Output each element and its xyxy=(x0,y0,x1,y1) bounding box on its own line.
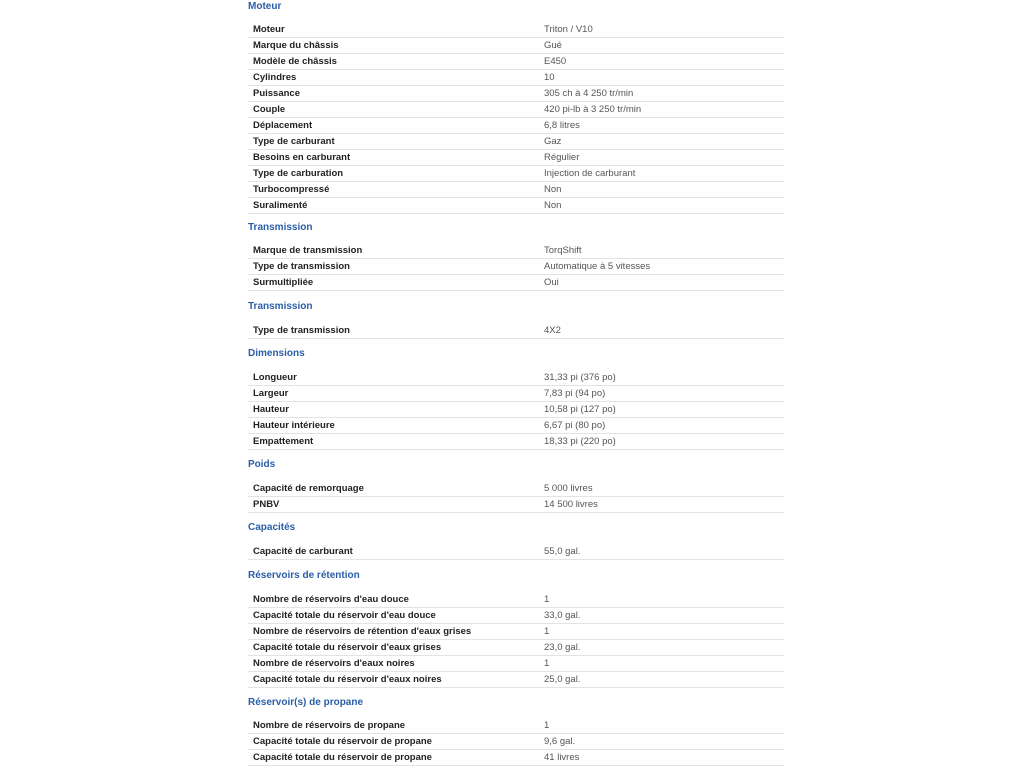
spec-value: 6,67 pi (80 po) xyxy=(544,418,784,434)
spec-label: Déplacement xyxy=(248,118,544,134)
spec-value: 7,83 pi (94 po) xyxy=(544,386,784,402)
spec-table-transmission xyxy=(248,323,784,339)
spec-value: 305 ch à 4 250 tr/min xyxy=(544,86,784,102)
spec-label: Surmultipliée xyxy=(248,275,544,291)
spec-value: 5 000 livres xyxy=(544,481,784,497)
section-title-capacites: Capacités xyxy=(248,522,296,533)
spec-label: Type de carburation xyxy=(248,166,544,182)
spec-value: 420 pi-lb à 3 250 tr/min xyxy=(544,102,784,118)
spec-value: 33,0 gal. xyxy=(544,608,784,624)
spec-label: Nombre de réservoirs d'eaux noires xyxy=(248,656,544,672)
spec-row xyxy=(248,624,784,640)
spec-row xyxy=(248,592,784,608)
spec-value: Automatique à 5 vitesses xyxy=(544,259,784,275)
spec-label: Nombre de réservoirs de rétention d'eaux grises xyxy=(248,624,544,640)
spec-label: Capacité de remorquage xyxy=(248,481,544,497)
spec-row xyxy=(248,370,784,386)
spec-row xyxy=(248,497,784,513)
spec-value: E450 xyxy=(544,54,784,70)
spec-row xyxy=(248,182,784,198)
spec-table-reservoir-s-de-propane xyxy=(248,718,784,766)
spec-row xyxy=(248,418,784,434)
section-title-dimensions: Dimensions xyxy=(248,348,305,359)
spec-value: 1 xyxy=(544,624,784,640)
spec-row xyxy=(248,70,784,86)
spec-label: Largeur xyxy=(248,386,544,402)
spec-row xyxy=(248,481,784,497)
spec-value: 14 500 livres xyxy=(544,497,784,513)
spec-label: Type de transmission xyxy=(248,323,544,339)
spec-label: Capacité totale du réservoir d'eaux noires xyxy=(248,672,544,688)
spec-label: Longueur xyxy=(248,370,544,386)
spec-label: Couple xyxy=(248,102,544,118)
section-title-transmission: Transmission xyxy=(248,222,313,233)
spec-value: Oui xyxy=(544,275,784,291)
spec-value: Gué xyxy=(544,38,784,54)
spec-value: 4X2 xyxy=(544,323,784,339)
spec-value: 25,0 gal. xyxy=(544,672,784,688)
section-title-reservoirs-de-retention: Réservoirs de rétention xyxy=(248,570,360,581)
spec-label: Besoins en carburant xyxy=(248,150,544,166)
section-title-transmission: Transmission xyxy=(248,301,313,312)
spec-row xyxy=(248,118,784,134)
spec-label: Capacité totale du réservoir d'eaux grises xyxy=(248,640,544,656)
spec-row xyxy=(248,243,784,259)
spec-row xyxy=(248,22,784,38)
spec-label: Capacité de carburant xyxy=(248,544,544,560)
spec-label: Moteur xyxy=(248,22,544,38)
spec-label: Hauteur xyxy=(248,402,544,418)
spec-row xyxy=(248,102,784,118)
spec-row xyxy=(248,386,784,402)
spec-row xyxy=(248,86,784,102)
spec-table-poids xyxy=(248,481,784,513)
spec-row xyxy=(248,54,784,70)
spec-row xyxy=(248,734,784,750)
spec-value: 23,0 gal. xyxy=(544,640,784,656)
spec-value: Injection de carburant xyxy=(544,166,784,182)
spec-row xyxy=(248,640,784,656)
spec-label: Nombre de réservoirs de propane xyxy=(248,718,544,734)
spec-row xyxy=(248,166,784,182)
spec-value: 31,33 pi (376 po) xyxy=(544,370,784,386)
spec-value: Régulier xyxy=(544,150,784,166)
spec-value: Triton / V10 xyxy=(544,22,784,38)
spec-table-dimensions xyxy=(248,370,784,450)
spec-label: Suralimenté xyxy=(248,198,544,214)
spec-row xyxy=(248,718,784,734)
spec-label: Marque du châssis xyxy=(248,38,544,54)
spec-row xyxy=(248,608,784,624)
spec-row xyxy=(248,150,784,166)
spec-label: Puissance xyxy=(248,86,544,102)
spec-table-transmission xyxy=(248,243,784,291)
spec-value: 55,0 gal. xyxy=(544,544,784,560)
section-title-moteur: Moteur xyxy=(248,1,282,12)
spec-row xyxy=(248,434,784,450)
spec-label: Type de carburant xyxy=(248,134,544,150)
spec-row xyxy=(248,38,784,54)
spec-label: Cylindres xyxy=(248,70,544,86)
spec-value: Non xyxy=(544,198,784,214)
spec-row xyxy=(248,750,784,766)
spec-row xyxy=(248,544,784,560)
spec-table-reservoirs-de-retention xyxy=(248,592,784,688)
spec-row xyxy=(248,323,784,339)
spec-label: Turbocompressé xyxy=(248,182,544,198)
spec-label: Modèle de châssis xyxy=(248,54,544,70)
spec-row xyxy=(248,134,784,150)
spec-value: TorqShift xyxy=(544,243,784,259)
section-title-poids: Poids xyxy=(248,459,276,470)
spec-value: 10,58 pi (127 po) xyxy=(544,402,784,418)
spec-value: 10 xyxy=(544,70,784,86)
spec-label: Hauteur intérieure xyxy=(248,418,544,434)
spec-table-moteur xyxy=(248,22,784,214)
spec-label: Capacité totale du réservoir de propane xyxy=(248,750,544,766)
spec-value: 6,8 litres xyxy=(544,118,784,134)
spec-label: PNBV xyxy=(248,497,544,513)
spec-value: 18,33 pi (220 po) xyxy=(544,434,784,450)
spec-value: Non xyxy=(544,182,784,198)
spec-label: Capacité totale du réservoir d'eau douce xyxy=(248,608,544,624)
spec-row xyxy=(248,402,784,418)
spec-value: 1 xyxy=(544,656,784,672)
spec-label: Marque de transmission xyxy=(248,243,544,259)
spec-value: 41 livres xyxy=(544,750,784,766)
spec-value: Gaz xyxy=(544,134,784,150)
spec-value: 1 xyxy=(544,592,784,608)
spec-label: Nombre de réservoirs d'eau douce xyxy=(248,592,544,608)
spec-value: 9,6 gal. xyxy=(544,734,784,750)
spec-row xyxy=(248,656,784,672)
section-title-reservoir-s-de-propane: Réservoir(s) de propane xyxy=(248,697,364,708)
spec-table-capacites xyxy=(248,544,784,560)
spec-label: Capacité totale du réservoir de propane xyxy=(248,734,544,750)
spec-label: Type de transmission xyxy=(248,259,544,275)
spec-value: 1 xyxy=(544,718,784,734)
spec-row xyxy=(248,198,784,214)
spec-row xyxy=(248,259,784,275)
spec-label: Empattement xyxy=(248,434,544,450)
spec-row xyxy=(248,275,784,291)
spec-row xyxy=(248,672,784,688)
